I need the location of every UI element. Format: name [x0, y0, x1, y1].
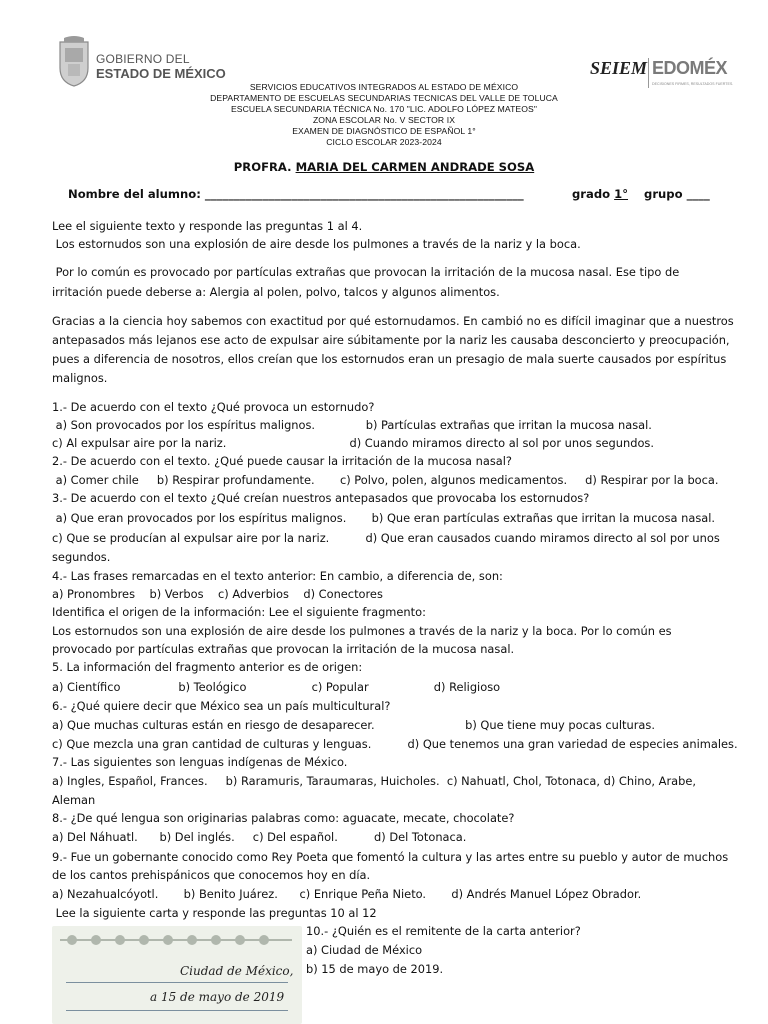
school-header: [0, 82, 768, 148]
coat-of-arms-icon: [56, 36, 92, 88]
text-line: pues a diferencia de nosotros, ellos creían que los estornudos eran un presagio de mala suerte causados por espíritus: [52, 352, 727, 366]
grade-label: grado: [572, 187, 615, 201]
letter-rule: [66, 1010, 288, 1011]
header-line-3: ESCUELA SECUNDARIA TÉCNICA No. 170 "LIC. ADOLFO LÓPEZ MATEOS": [230, 104, 538, 114]
header-line-1: SERVICIOS EDUCATIVOS INTEGRADOS AL ESTADO DE MÉXICO: [249, 82, 519, 92]
text-line: Por lo común es provocado por partículas extrañas que provocan la irritación de la mucosa nasal. Ese tipo de: [52, 265, 680, 279]
question-9: 9.- Fue un gobernante conocido como Rey Poeta que fomentó la cultura y las artes entre su pueblo y autor de muchos: [52, 850, 729, 864]
question-9-options[interactable]: a) Nezahualcóyotl. b) Benito Juárez. c) Enrique Peña Nieto. d) Andrés Manuel López Obrador.: [52, 887, 642, 901]
text-line: malignos.: [52, 371, 108, 385]
question-7-options[interactable]: a) Ingles, Español, Frances. b) Raramuris, Taraumaras, Huicholes. c) Nahuatl, Chol, Totonaca, d) Chino, Arabe,: [52, 774, 696, 788]
question-3: 3.- De acuerdo con el texto ¿Qué creían nuestros antepasados que provocaba los estornudos?: [52, 491, 590, 505]
student-name-blank[interactable]: _______________________________________________________: [204, 187, 524, 201]
question-3-options-cd[interactable]: c) Que se producían al expulsar aire por la nariz. d) Que eran causados cuando miramos directo al sol por unos: [52, 531, 720, 545]
question-3-options-ab[interactable]: a) Que eran provocados por los espíritus malignos. b) Que eran partículas extrañas que irritan la mucosa nasal.: [52, 511, 716, 525]
header-line-4: ZONA ESCOLAR No. V SECTOR IX: [312, 115, 456, 125]
instruction-10-12: Lee la siguiente carta y responde las preguntas 10 al 12: [52, 906, 377, 920]
fragment-text: provocado por partículas extrañas que provocan la irritación de la mucosa nasal.: [52, 642, 515, 656]
question-10: 10.- ¿Quién es el remitente de la carta anterior?: [306, 924, 581, 938]
header-line-6: CICLO ESCOLAR 2023-2024: [326, 137, 442, 147]
teacher-line: [0, 160, 768, 174]
question-3-options-cont: segundos.: [52, 550, 111, 564]
instruction-fragment: Identifica el origen de la información: Lee el siguiente fragmento:: [52, 605, 426, 619]
logo-line2: ESTADO DE MÉXICO: [96, 66, 226, 81]
seiem-logo-text: SEIEM: [590, 58, 648, 78]
text-line: Los estornudos son una explosión de aire desde los pulmones a través de la nariz y la boca.: [52, 237, 581, 251]
question-7-options-cont: Aleman: [52, 793, 96, 807]
question-2: 2.- De acuerdo con el texto. ¿Qué puede causar la irritación de la mucosa nasal?: [52, 454, 512, 468]
student-name-label: Nombre del alumno:: [68, 187, 205, 201]
group-field[interactable]: grupo ____: [644, 187, 710, 201]
question-7: 7.- Las siguientes son lenguas indígenas de México.: [52, 755, 348, 769]
letter-decorative-border-icon: [52, 926, 302, 952]
question-1-options-cd[interactable]: c) Al expulsar aire por la nariz. d) Cuando miramos directo al sol por unos segundos.: [52, 436, 654, 450]
question-5: 5. La información del fragmento anterior es de origen:: [52, 660, 363, 674]
student-name-row: [68, 187, 524, 201]
header-line-2: DEPARTAMENTO DE ESCUELAS SECUNDARIAS TECNICAS DEL VALLE DE TOLUCA: [210, 93, 558, 103]
grade-value: 1°: [614, 187, 629, 201]
question-10-option-b[interactable]: b) 15 de mayo de 2019.: [306, 962, 444, 976]
question-4: 4.- Las frases remarcadas en el texto anterior: En cambio, a diferencia de, son:: [52, 569, 503, 583]
question-8-options[interactable]: a) Del Náhuatl. b) Del inglés. c) Del español. d) Del Totonaca.: [52, 830, 467, 844]
question-2-options[interactable]: a) Comer chile b) Respirar profundamente. c) Polvo, polen, algunos medicamentos. d) Respirar por la boca.: [52, 473, 719, 487]
question-6: 6.- ¿Qué quiere decir que México sea un país multicultural?: [52, 699, 391, 713]
header-line-5: EXAMEN DE DIAGNÓSTICO DE ESPAÑOL 1°: [292, 126, 476, 136]
instruction-1-4: Lee el siguiente texto y responde las preguntas 1 al 4.: [52, 219, 363, 233]
question-10-option-a[interactable]: a) Ciudad de México: [306, 943, 423, 957]
grade-group-row: [572, 187, 710, 201]
letter-city: Ciudad de México,: [180, 964, 294, 978]
logo-line1: GOBIERNO DEL: [96, 52, 190, 66]
letter-image: [52, 926, 302, 1024]
teacher-name: MARIA DEL CARMEN ANDRADE SOSA: [295, 160, 535, 174]
text-line: Gracias a la ciencia hoy sabemos con exactitud por qué estornudamos. En cambió no es difícil imaginar que a nuestros: [52, 314, 734, 328]
edomex-tagline: DECISIONES FIRMES, RESULTADOS FUERTES.: [652, 82, 734, 86]
question-6-options-cd[interactable]: c) Que mezcla una gran cantidad de culturas y lenguas. d) Que tenemos una gran variedad de especies animales.: [52, 737, 738, 751]
question-1-options-ab[interactable]: a) Son provocados por los espíritus malignos. b) Partículas extrañas que irritan la mucosa nasal.: [52, 418, 652, 432]
question-4-options[interactable]: a) Pronombres b) Verbos c) Adverbios d) Conectores: [52, 587, 383, 601]
question-6-options-ab[interactable]: a) Que muchas culturas están en riesgo de desaparecer. b) Que tiene muy pocas culturas.: [52, 718, 655, 732]
question-1: 1.- De acuerdo con el texto ¿Qué provoca un estornudo?: [52, 400, 375, 414]
question-8: 8.- ¿De qué lengua son originarias palabras como: aguacate, mecate, chocolate?: [52, 811, 515, 825]
letter-date: a 15 de mayo de 2019: [150, 990, 285, 1004]
question-9-cont: de los cantos prehispánicos que conocemos hoy en día.: [52, 868, 371, 882]
fragment-text: Los estornudos son una explosión de aire desde los pulmones a través de la nariz y la boca. Por lo común es: [52, 624, 672, 638]
text-line: antepasados más lejanos ese acto de expulsar aire súbitamente por la nariz les causaba desconcierto y preocupación,: [52, 333, 730, 347]
edomex-logo-text: EDOMÉX: [652, 58, 728, 78]
text-line: irritación puede deberse a: Alergia al polen, polvo, talcos y algunos alimentos.: [52, 285, 500, 299]
teacher-label: PROFRA.: [233, 160, 296, 174]
question-5-options[interactable]: a) Científico b) Teológico c) Popular d) Religioso: [52, 680, 501, 694]
letter-rule: [66, 982, 288, 983]
